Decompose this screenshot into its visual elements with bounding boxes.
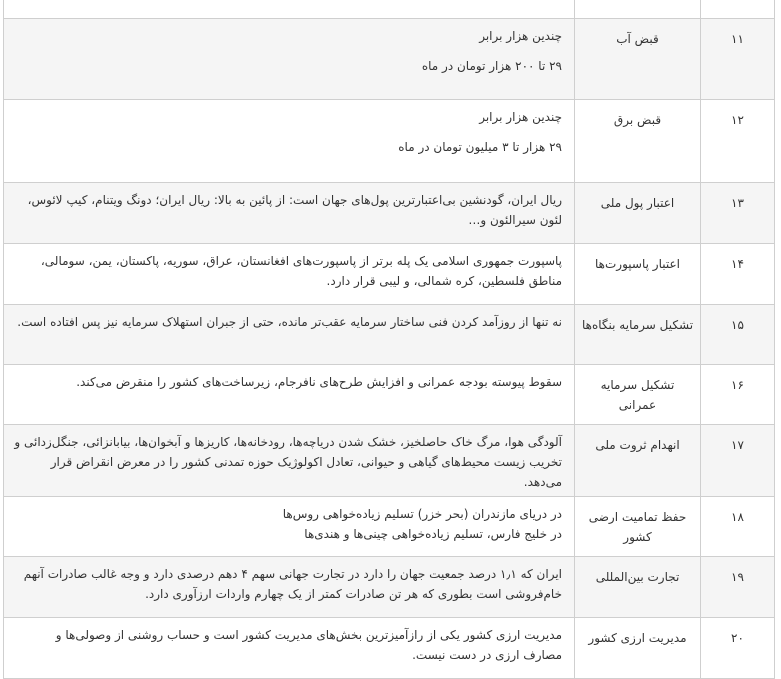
description-line: در خلیج فارس، تسلیم زیاده‌خواهی چینی‌ها و هندی‌ها <box>304 527 562 541</box>
row-description <box>4 497 575 557</box>
description-line: چندین هزار برابر <box>479 29 562 43</box>
row-subject: قبض آب <box>575 19 701 100</box>
table-row <box>4 19 775 100</box>
description-line: سقوط پیوسته بودجه عمرانی و افزایش طرح‌های نافرجام، زیرساخت‌های کشور را منقرض می‌کند. <box>76 375 562 389</box>
row-description <box>4 305 575 365</box>
row-description <box>4 618 575 679</box>
table-row <box>4 497 775 557</box>
row-description <box>4 19 575 100</box>
table-top-cell-num <box>701 0 775 19</box>
row-number: ۱۵ <box>701 305 775 365</box>
description-line: ریال ایران، گودنشین بی‌اعتبارترین پول‌های جهان است: از پائین به بالا: ریال ایران؛ دونگ ویتنام، کیپ لائوس، لئون سیرالئون و… <box>27 193 562 227</box>
description-line: ۲۹ تا ۲۰۰ هزار تومان در ماه <box>421 59 562 73</box>
row-subject: اعتبار پاسپورت‌ها <box>575 244 701 305</box>
row-number: ۱۲ <box>701 100 775 183</box>
row-number: ۱۷ <box>701 425 775 497</box>
row-subject: تشکیل سرمایه عمرانی <box>575 365 701 425</box>
row-description <box>4 425 575 497</box>
indicators-table-body <box>4 0 775 679</box>
table-top-cell-subject <box>575 0 701 19</box>
row-subject: مدیریت ارزی کشور <box>575 618 701 679</box>
description-line: ایران که ۱٫۱ درصد جمعیت جهان را دارد در تجارت جهانی سهم ۴ دهم درصدی دارد و وجه غالب صادرات آنهم خام‌فروشی است بطوری که هر تن صادرات کمتر از یک چهارم واردات ارزآوری دارد. <box>23 567 562 601</box>
row-description <box>4 365 575 425</box>
row-number: ۱۱ <box>701 19 775 100</box>
table-row <box>4 305 775 365</box>
table-row <box>4 365 775 425</box>
row-subject: تشکیل سرمایه بنگاه‌ها <box>575 305 701 365</box>
row-subject: حفظ تمامیت ارضی کشور <box>575 497 701 557</box>
row-subject: اعتبار پول ملی <box>575 183 701 244</box>
description-line: نه تنها از روزآمد کردن فنی ساختار سرمایه عقب‌تر مانده، حتی از جبران استهلاک سرمایه نیز پس افتاده است. <box>17 315 562 329</box>
row-number: ۱۴ <box>701 244 775 305</box>
row-number: ۱۶ <box>701 365 775 425</box>
row-subject: قبض برق <box>575 100 701 183</box>
row-number: ۲۰ <box>701 618 775 679</box>
table-row <box>4 244 775 305</box>
table-row <box>4 425 775 497</box>
table-top-cell-desc <box>4 0 575 19</box>
description-line: پاسپورت جمهوری اسلامی یک پله برتر از پاسپورت‌های افغانستان، عراق، سوریه، پاکستان، یمن، سومالی، مناطق فلسطین، کره شمالی، و لیبی قرار دارد. <box>40 254 562 288</box>
description-line: در دریای مازندران (بحر خزر) تسلیم زیاده‌خواهی روس‌ها <box>282 507 562 521</box>
row-subject: انهدام ثروت ملی <box>575 425 701 497</box>
row-description <box>4 100 575 183</box>
table-row <box>4 183 775 244</box>
row-number: ۱۳ <box>701 183 775 244</box>
row-number: ۱۸ <box>701 497 775 557</box>
indicators-table <box>3 0 775 679</box>
row-description <box>4 557 575 618</box>
row-description <box>4 244 575 305</box>
description-line: آلودگی هوا، مرگ خاک حاصلخیز، خشک شدن دریاچه‌ها، رودخانه‌ها، کاریزها و آبخوان‌ها، بیابانزائی، جنگل‌زدائی و تخریب زیست محیط‌های گیاهی و حیوانی، تعادل اکولوژیک حوزه تمدنی کشور را در معرض انقراض قرار می‌دهد. <box>14 435 562 489</box>
table-top-row <box>4 0 775 19</box>
row-description <box>4 183 575 244</box>
row-subject: تجارت بین‌المللی <box>575 557 701 618</box>
row-number: ۱۹ <box>701 557 775 618</box>
description-line: چندین هزار برابر <box>479 110 562 124</box>
table-row <box>4 100 775 183</box>
description-line: ۲۹ هزار تا ۳ میلیون تومان در ماه <box>398 140 562 154</box>
table-row <box>4 618 775 679</box>
description-line: مدیریت ارزی کشور یکی از رازآمیزترین بخش‌های مدیریت کشور است و حساب روشنی از وصولی‌ها و مصارف ارزی در دست نیست. <box>55 628 562 662</box>
table-row <box>4 557 775 618</box>
